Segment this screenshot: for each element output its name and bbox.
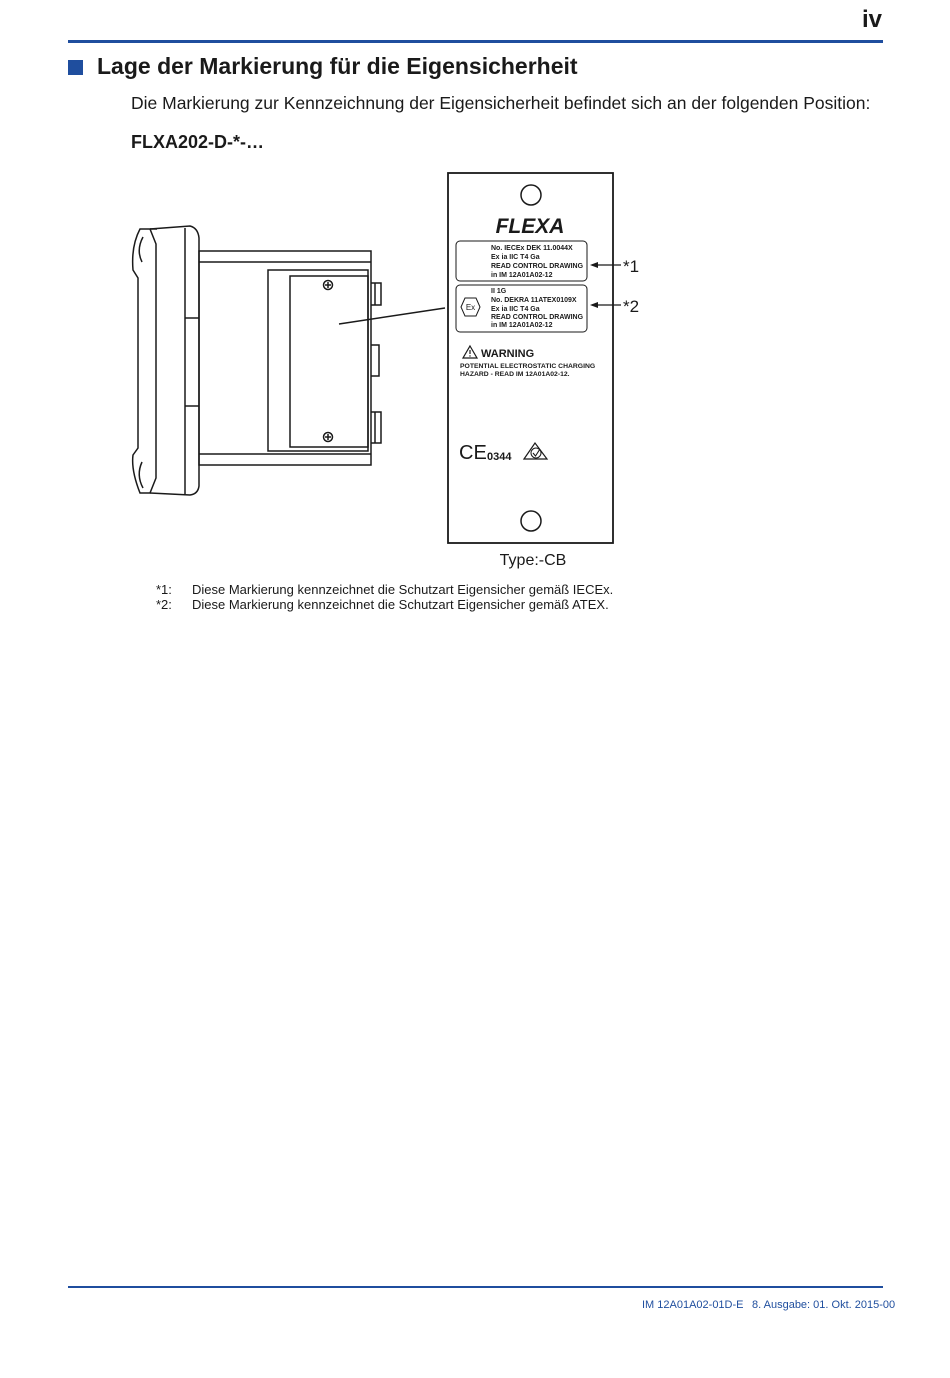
footnote-text: Diese Markierung kennzeichnet die Schutzart Eigensicher gemäß ATEX. [192,597,609,612]
ex-symbol: Ex [465,303,476,312]
footnote-text: Diese Markierung kennzeichnet die Schutzart Eigensicher gemäß IECEx. [192,582,614,597]
intro-text: Die Markierung zur Kennzeichnung der Eigensicherheit befindet sich an der folgenden Position: [131,93,871,113]
warning-title: WARNING [481,348,535,360]
page-number: iv [861,6,882,33]
footer-edition: 8. Ausgabe: 01. Okt. 2015-00 [752,1299,896,1311]
marking-location-figure [0,0,950,620]
atex-line: II 1G [491,288,507,295]
bottom-rule [68,1286,883,1288]
warning-line: HAZARD - READ IM 12A01A02-12. [460,371,570,378]
atex-line: in IM 12A01A02-12 [491,322,553,329]
iecex-line: READ CONTROL DRAWING [491,263,584,270]
flexa-logo: FLEXA [495,215,565,238]
model-code: FLXA202-D-*-… [131,132,265,152]
section-heading: Lage der Markierung für die Eigensicherheit [97,53,578,79]
atex-line: No. DEKRA 11ATEX0109X [491,297,577,304]
iecex-line: No. IECEx DEK 11.0044X [491,245,573,252]
ce-number: 0344 [487,451,512,463]
ce-mark: CE [459,442,487,464]
type-label: Type:-CB [499,552,567,569]
footer-doc-number: IM 12A01A02-01D-E [642,1299,744,1311]
warning-line: POTENTIAL ELECTROSTATIC CHARGING [460,363,596,370]
footnote-mark: *1: [156,582,172,597]
atex-line: READ CONTROL DRAWING [491,314,584,321]
atex-line: Ex ia IIC T4 Ga [491,306,540,313]
footnote-mark: *2: [156,597,172,612]
iecex-line: in IM 12A01A02-12 [491,272,553,279]
callout-1-label: *1 [623,257,640,276]
label-plate [448,173,613,543]
pointer-line [339,308,445,324]
iecex-line: Ex ia IIC T4 Ga [491,254,540,261]
device-side-view [133,226,381,495]
callout-2-label: *2 [623,297,640,316]
